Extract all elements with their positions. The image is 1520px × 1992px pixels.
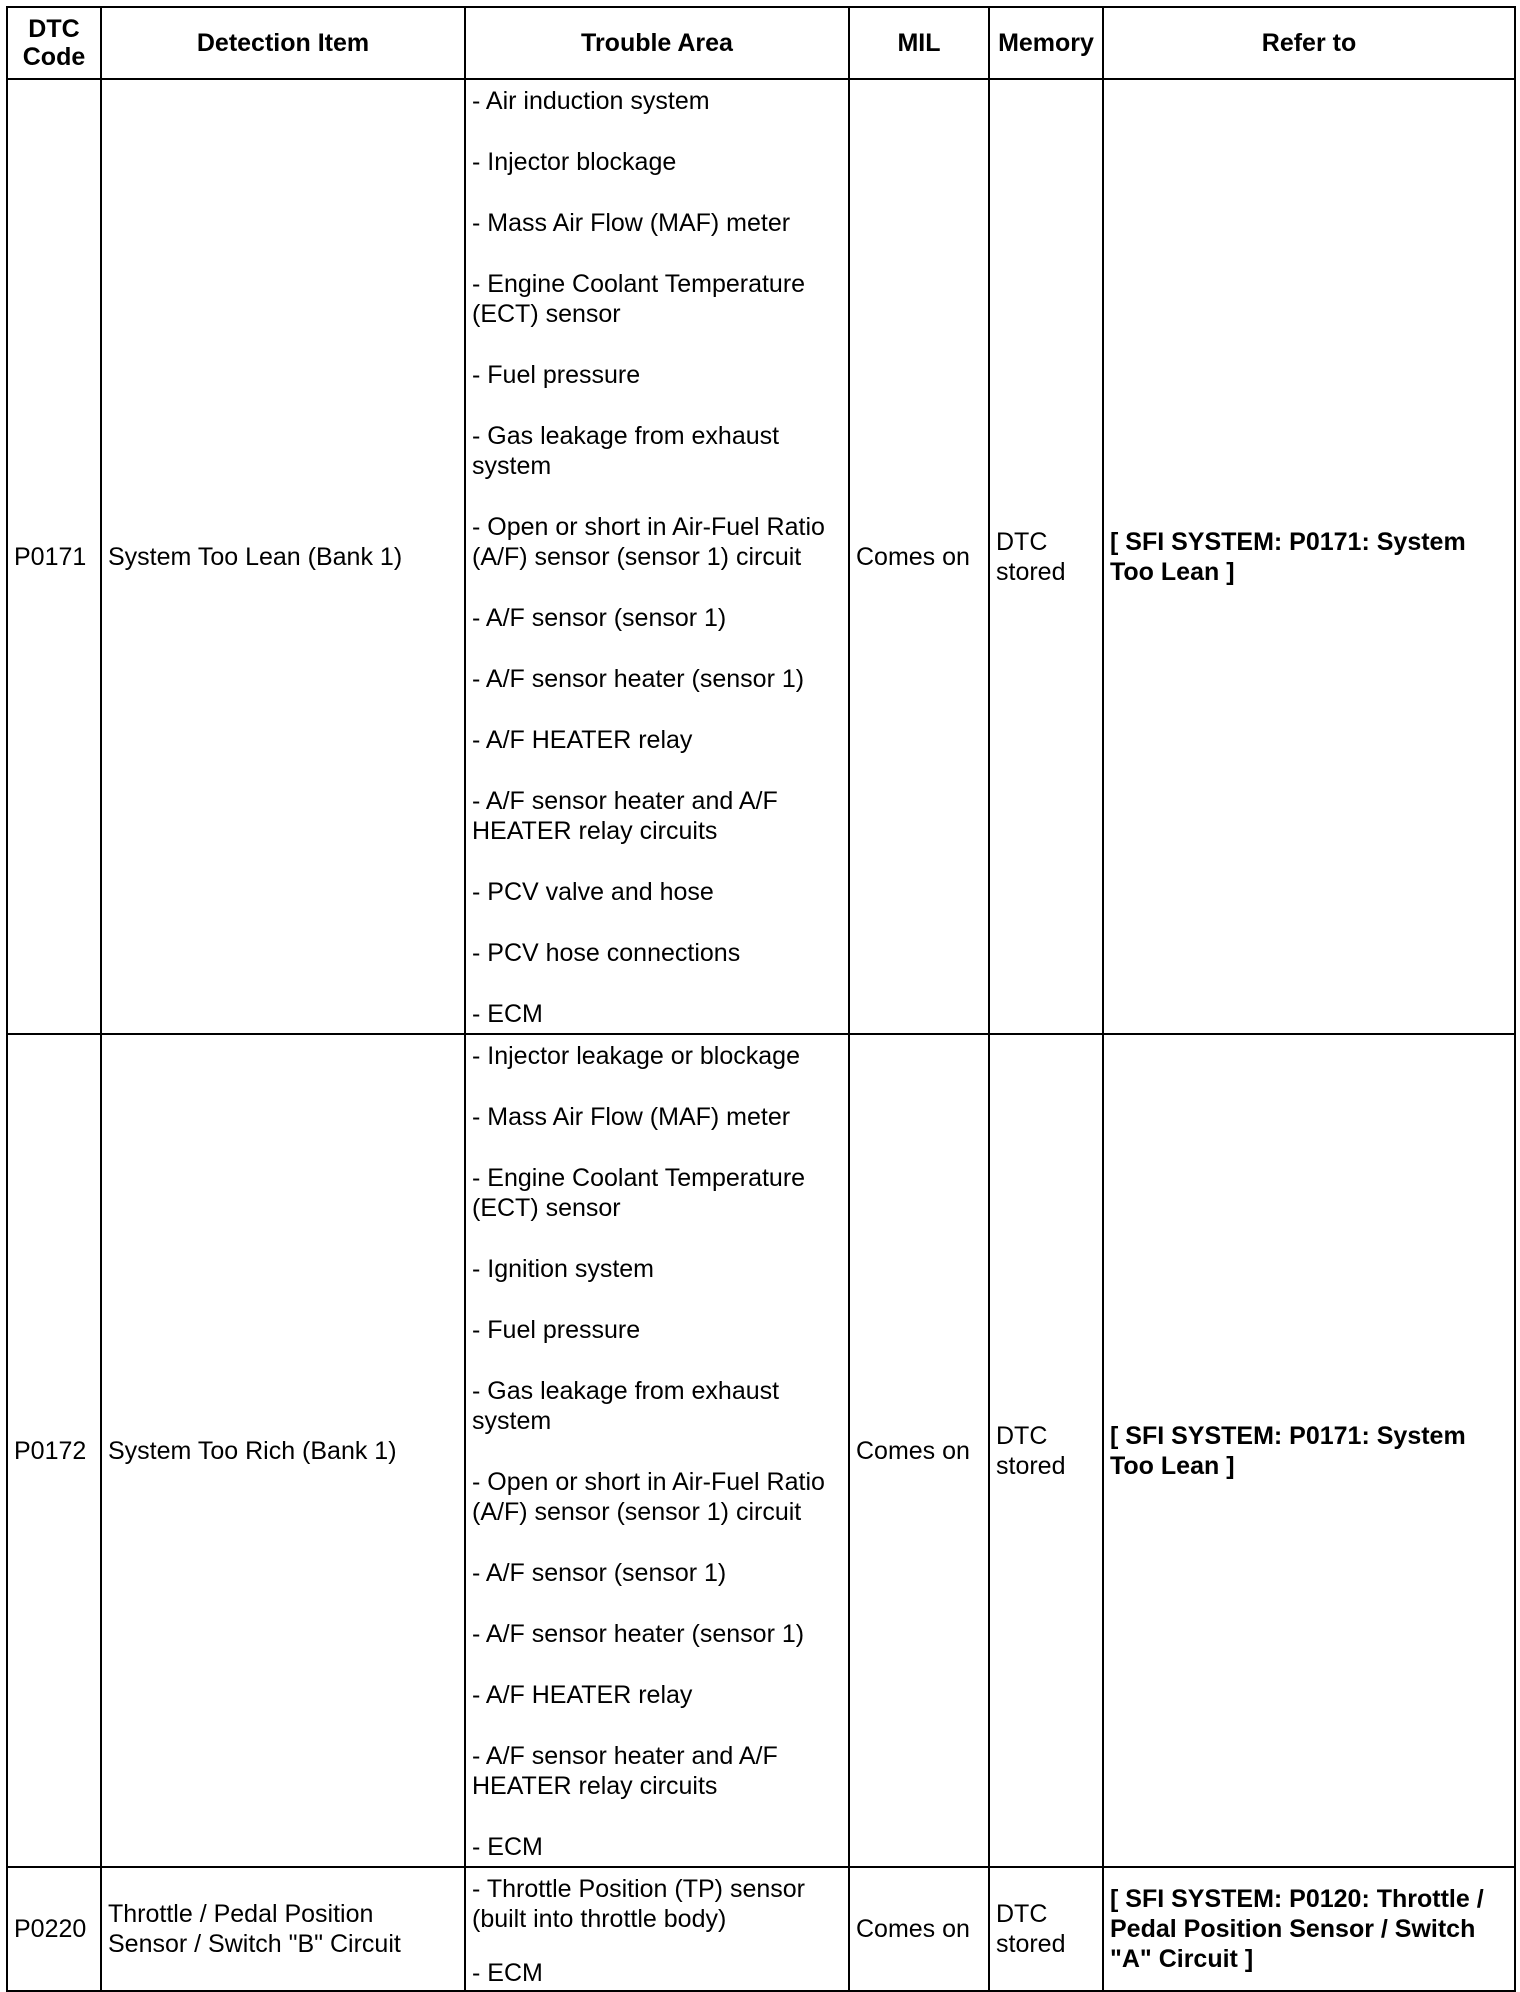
trouble-area-item: - Injector leakage or blockage: [472, 1042, 800, 1070]
trouble-area-item: - Engine Coolant Temperature (ECT) sensor: [472, 1164, 806, 1222]
table-row: [7, 79, 1515, 1034]
mil-cell: Comes on: [849, 79, 989, 1034]
header-trouble-area: Trouble Area: [465, 7, 849, 79]
trouble-area-item: - Mass Air Flow (MAF) meter: [472, 209, 791, 237]
refer-to-link[interactable]: [ SFI SYSTEM: P0171: System Too Lean ]: [1103, 1034, 1515, 1867]
detection-item-cell: System Too Rich (Bank 1): [101, 1034, 465, 1867]
trouble-area-item: - Fuel pressure: [472, 1316, 641, 1344]
trouble-area-item: - A/F HEATER relay: [472, 726, 693, 754]
table-row: [7, 1034, 1515, 1867]
trouble-area-item: - Ignition system: [472, 1255, 655, 1283]
header-detection-item: Detection Item: [101, 7, 465, 79]
header-row: [7, 7, 1515, 79]
trouble-area-item: - A/F sensor (sensor 1): [472, 604, 727, 632]
trouble-area-list: [472, 1035, 842, 1866]
trouble-area-item: - Open or short in Air-Fuel Ratio (A/F) sensor (sensor 1) circuit: [472, 513, 825, 571]
dtc-table: [6, 6, 1516, 1992]
mil-cell: Comes on: [849, 1034, 989, 1867]
trouble-area-item: - ECM: [472, 1000, 543, 1028]
trouble-area-item: - PCV valve and hose: [472, 878, 714, 906]
trouble-area-item: - Gas leakage from exhaust system: [472, 1377, 780, 1435]
trouble-area-item: - A/F sensor heater (sensor 1): [472, 665, 805, 693]
trouble-area-list: [472, 80, 842, 1033]
trouble-area-cell: [465, 1867, 849, 1991]
header-dtc-code: DTC Code: [7, 7, 101, 79]
trouble-area-item: - PCV hose connections: [472, 939, 741, 967]
header-mil: MIL: [849, 7, 989, 79]
trouble-area-item: - Gas leakage from exhaust system: [472, 422, 780, 480]
table-row: [7, 1867, 1515, 1991]
trouble-area-item: - ECM: [472, 1833, 543, 1861]
refer-to-link[interactable]: [ SFI SYSTEM: P0171: System Too Lean ]: [1103, 79, 1515, 1034]
trouble-area-item: - A/F sensor heater and A/F HEATER relay circuits: [472, 787, 778, 845]
trouble-area-item: - Throttle Position (TP) sensor (built into throttle body): [472, 1875, 805, 1933]
trouble-area-list: [472, 1868, 842, 1990]
dtc-code-cell: P0171: [7, 79, 101, 1034]
header-refer-to: Refer to: [1103, 7, 1515, 79]
dtc-code-cell: P0172: [7, 1034, 101, 1867]
memory-cell: DTC stored: [989, 79, 1103, 1034]
dtc-code-cell: P0220: [7, 1867, 101, 1991]
trouble-area-item: - ECM: [472, 1959, 543, 1987]
trouble-area-item: - Open or short in Air-Fuel Ratio (A/F) sensor (sensor 1) circuit: [472, 1468, 825, 1526]
detection-item-cell: Throttle / Pedal Position Sensor / Switch "B" Circuit: [101, 1867, 465, 1991]
memory-cell: DTC stored: [989, 1034, 1103, 1867]
trouble-area-item: - Air induction system: [472, 87, 710, 115]
detection-item-cell: System Too Lean (Bank 1): [101, 79, 465, 1034]
trouble-area-item: - Injector blockage: [472, 148, 677, 176]
trouble-area-item: - Mass Air Flow (MAF) meter: [472, 1103, 791, 1131]
trouble-area-item: - Fuel pressure: [472, 361, 641, 389]
trouble-area-cell: [465, 79, 849, 1034]
trouble-area-item: - A/F HEATER relay: [472, 1681, 693, 1709]
mil-cell: Comes on: [849, 1867, 989, 1991]
trouble-area-item: - Engine Coolant Temperature (ECT) sensor: [472, 270, 806, 328]
trouble-area-item: - A/F sensor heater (sensor 1): [472, 1620, 805, 1648]
trouble-area-item: - A/F sensor (sensor 1): [472, 1559, 727, 1587]
trouble-area-item: - A/F sensor heater and A/F HEATER relay circuits: [472, 1742, 778, 1800]
trouble-area-cell: [465, 1034, 849, 1867]
memory-cell: DTC stored: [989, 1867, 1103, 1991]
refer-to-link[interactable]: [ SFI SYSTEM: P0120: Throttle / Pedal Position Sensor / Switch "A" Circuit ]: [1103, 1867, 1515, 1991]
header-memory: Memory: [989, 7, 1103, 79]
dtc-table-body: [7, 79, 1515, 1991]
